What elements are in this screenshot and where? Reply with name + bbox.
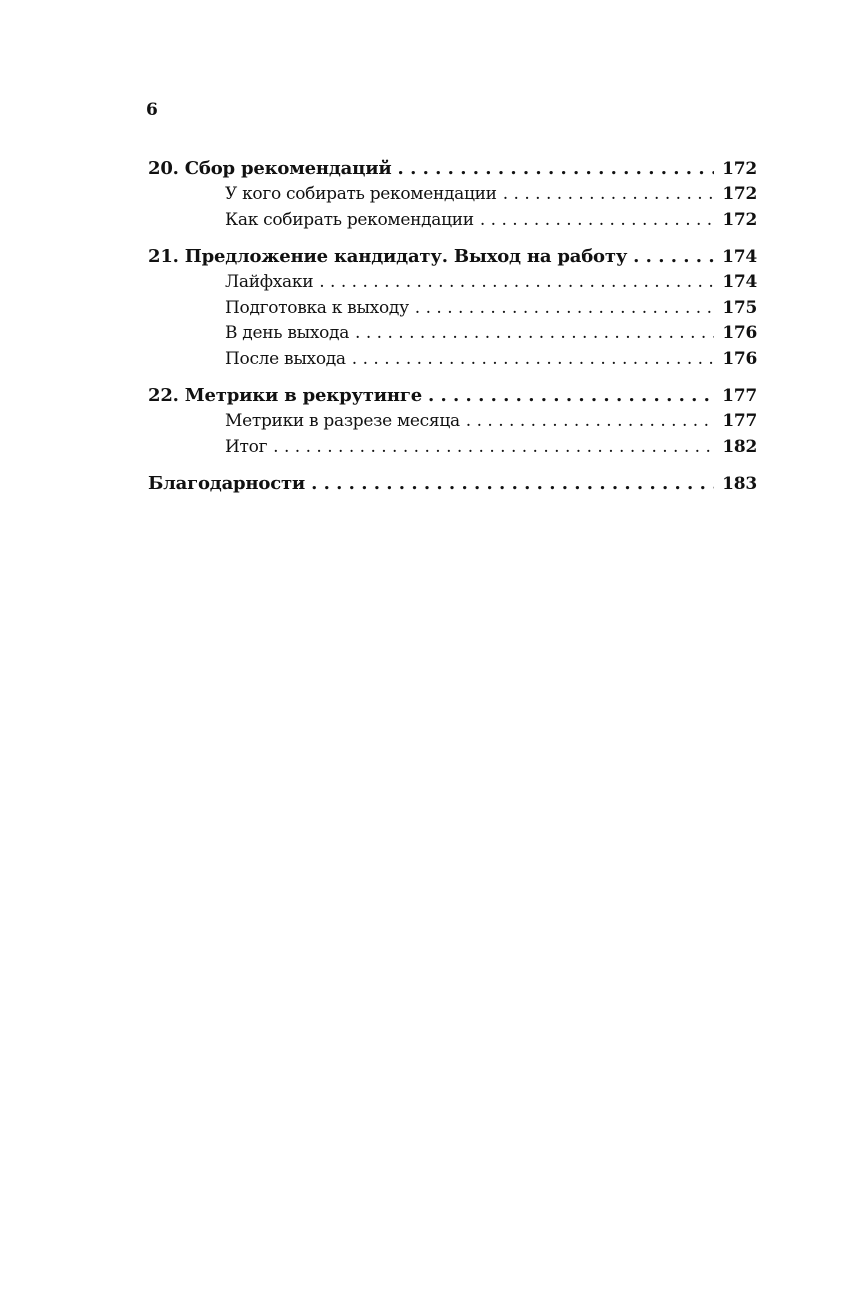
toc-section-entry[interactable] [148,296,757,322]
chapter-title: 21. Предложение кандидату. Выход на работу [148,246,628,267]
dot-leader [311,471,714,497]
section-page: 176 [722,323,757,343]
section-page: 174 [722,272,757,292]
chapter-title: 20. Сбор рекомендаций [148,158,392,179]
table-of-contents [148,156,757,508]
dot-leader [633,244,714,270]
toc-chapter [148,383,757,460]
section-page: 172 [722,184,757,204]
section-title: Метрики в разрезе месяца [225,411,460,431]
section-page: 182 [722,436,757,457]
toc-section-entry[interactable] [148,409,757,435]
dot-leader [355,321,714,347]
toc-chapter-entry[interactable] [148,156,757,182]
section-title: У кого собирать рекомендации [225,184,497,204]
page-number: 6 [146,100,158,120]
dot-leader [319,270,714,296]
section-page: 172 [722,209,757,230]
chapter-title: 22. Метрики в рекрутинге [148,385,422,406]
section-title: В день выхода [225,323,350,343]
toc-chapter [148,471,757,497]
toc-chapter-entry[interactable] [148,383,757,409]
chapter-page: 183 [722,474,757,494]
toc-chapter-entry[interactable] [148,471,757,497]
toc-section-entry[interactable] [148,435,757,461]
section-page: 175 [722,297,757,318]
section-title: После выхода [225,348,346,369]
chapter-page: 177 [722,386,757,406]
toc-chapter-entry[interactable] [148,244,757,270]
section-page: 177 [722,411,757,431]
dot-leader [480,208,715,234]
dot-leader [415,296,715,322]
dot-leader [466,409,715,435]
dot-leader [398,156,715,182]
chapter-page: 174 [722,247,757,267]
toc-section-entry[interactable] [148,347,757,373]
dot-leader [352,347,715,373]
dot-leader [503,182,715,208]
section-title: Лайфхаки [225,272,314,292]
section-title: Итог [225,436,268,457]
chapter-title: Благодарности [148,473,306,494]
dot-leader [428,383,714,409]
toc-chapter [148,244,757,372]
section-title: Подготовка к выходу [225,297,409,318]
section-title: Как собирать рекомендации [225,209,474,230]
toc-section-entry[interactable] [148,208,757,234]
toc-section-entry[interactable] [148,270,757,296]
toc-chapter [148,156,757,233]
section-page: 176 [722,348,757,369]
dot-leader [273,435,714,461]
chapter-page: 172 [722,159,757,179]
toc-section-entry[interactable] [148,321,757,347]
toc-section-entry[interactable] [148,182,757,208]
